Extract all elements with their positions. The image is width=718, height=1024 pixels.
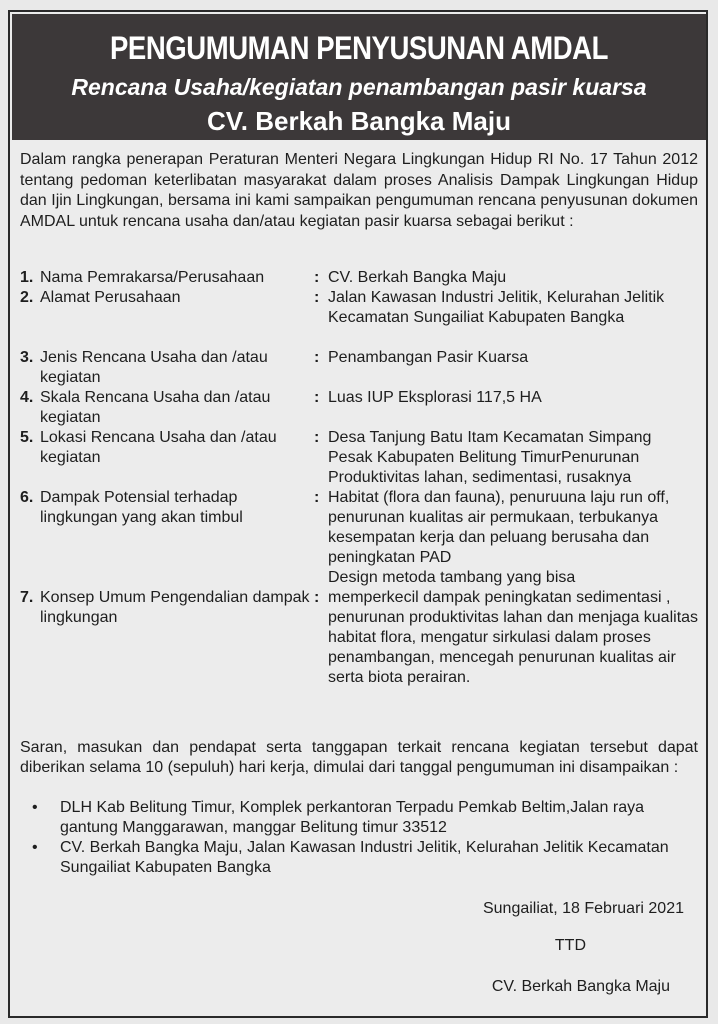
item-colon: : [314, 589, 320, 606]
item-value: Luas IUP Eksplorasi 117,5 HA [328, 389, 542, 406]
item-label: Jenis Rencana Usaha dan /atau kegiatan [40, 349, 268, 386]
bullet-text: DLH Kab Belitung Timur, Komplek perkantoran Terpadu Pemkab Beltim,Jalan raya gantung Manggarawan, manggar Belitung timur 33512 [60, 799, 645, 836]
item-colon: : [314, 429, 320, 446]
item-number: 6. [20, 489, 34, 506]
closing-paragraph: Saran, masukan dan pendapat serta tanggapan terkait rencana kegiatan tersebut dapat diberikan selama 10 (sepuluh) hari kerja, dimulai dari tanggal pengumuman ini disampaikan : [20, 739, 698, 776]
signature-place-date: Sungailiat, 18 Februari 2021 [482, 900, 684, 917]
item-label: Alamat Perusahaan [40, 289, 181, 306]
item-number: 3. [20, 349, 34, 366]
item-value-pre: Design metoda tambang yang bisa [328, 569, 576, 586]
item-number: 7. [20, 589, 34, 606]
item-number: 1. [20, 269, 34, 286]
item-label: Dampak Potensial terhadap lingkungan yang akan timbul [40, 489, 243, 526]
item-value: Desa Tanjung Batu Itam Kecamatan Simpang Pesak Kabupaten Belitung TimurPenurunan Produktivitas lahan, sedimentasi, rusaknya [328, 429, 652, 486]
item-label: Skala Rencana Usaha dan /atau kegiatan [40, 389, 271, 426]
submission-address-list [20, 798, 698, 878]
item-value: memperkecil dampak peningkatan sedimentasi , penurunan produktivitas lahan dan menjaga kualitas habitat flora, mengatur sirkulasi dalam proses penambangan, mencegah penurunan kualitas air serta biota perairan. [328, 589, 699, 686]
announcement-header [12, 14, 706, 140]
item-colon: : [314, 289, 320, 306]
item-colon: : [314, 389, 320, 406]
item-label: Lokasi Rencana Usaha dan /atau kegiatan [40, 429, 277, 466]
item-value: Jalan Kawasan Industri Jelitik, Kelurahan Jelitik Kecamatan Sungailiat Kabupaten Bangka [328, 289, 665, 326]
intro-paragraph: Dalam rangka penerapan Peraturan Menteri Negara Lingkungan Hidup RI No. 17 Tahun 2012 tentang pedoman keterlibatan masyarakat dalam proses Analisis Dampak Lingkungan Hidup dan Ijin Lingkungan, bersama ini kami sampaikan pengumuman rencana penyusunan dokumen AMDAL untuk rencana usaha dan/atau kegiatan pasir kuarsa sebagai berikut : [20, 151, 698, 230]
item-colon: : [314, 349, 320, 366]
announcement-subtitle: Rencana Usaha/kegiatan penambangan pasir kuarsa [71, 74, 647, 100]
company-name-heading: CV. Berkah Bangka Maju [207, 106, 511, 136]
item-colon: : [314, 269, 320, 286]
list-item [20, 798, 698, 838]
signature-ttd: TTD [554, 937, 586, 954]
bullet-icon: • [32, 799, 38, 816]
bullet-text: CV. Berkah Bangka Maju, Jalan Kawasan Industri Jelitik, Kelurahan Jelitik Kecamatan Sungailiat Kabupaten Bangka [60, 839, 669, 876]
item-label: Konsep Umum Pengendalian dampak lingkungan [40, 589, 310, 626]
announcement-title: PENGUMUMAN PENYUSUNAN AMDAL [109, 30, 609, 66]
item-value: Penambangan Pasir Kuarsa [328, 349, 529, 366]
item-number: 4. [20, 389, 34, 406]
item-value: Habitat (flora dan fauna), penuruuna laju run off, penurunan kualitas air permukaan, terbukanya kesempatan kerja dan peluang berusaha dan peningkatan PAD [328, 489, 670, 566]
item-colon: : [314, 489, 320, 506]
item-number: 2. [20, 289, 34, 306]
list-item [20, 838, 698, 878]
item-value: CV. Berkah Bangka Maju [328, 269, 507, 286]
item-label: Nama Pemrakarsa/Perusahaan [40, 269, 265, 286]
item-number: 5. [20, 429, 34, 446]
signature-company: CV. Berkah Bangka Maju [491, 978, 670, 995]
bullet-icon: • [32, 839, 38, 856]
